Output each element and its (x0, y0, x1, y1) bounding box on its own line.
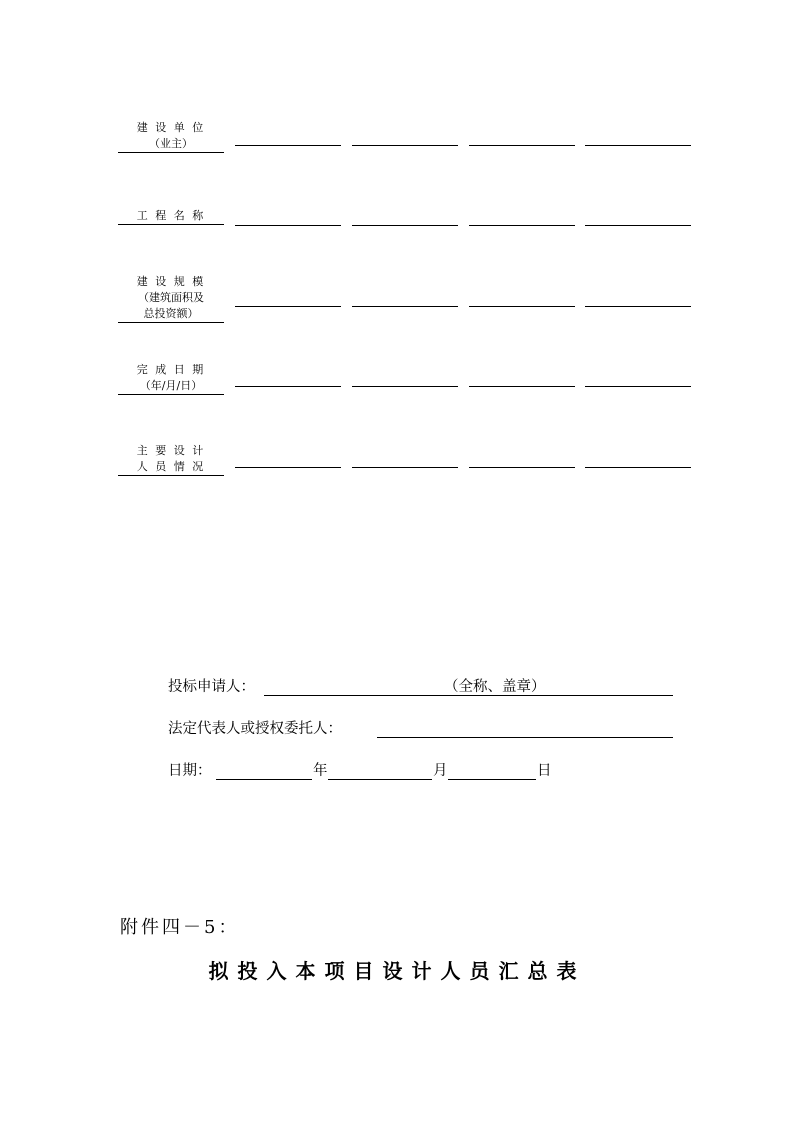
year-label: 年 (313, 763, 328, 779)
blank-field[interactable] (235, 145, 341, 146)
blank-field[interactable] (352, 467, 458, 468)
table-title: 拟投入本项目设计人员汇总表 (208, 959, 586, 983)
blank-field[interactable] (585, 386, 691, 387)
blank-field[interactable] (469, 386, 575, 387)
date-label: 日期： (168, 763, 212, 779)
attachment-label: 附件四－5： (120, 917, 240, 938)
label-key-designers: 主 要 设 计 人 员 情 况 (118, 443, 224, 476)
blank-field[interactable] (235, 386, 341, 387)
blank-field[interactable] (469, 467, 575, 468)
representative-label: 法定代表人或授权委托人： (168, 721, 342, 737)
label-construction-scale: 建 设 规 模 （建筑面积及 总投资额） (118, 274, 224, 323)
blank-field[interactable] (469, 306, 575, 307)
day-field[interactable] (448, 779, 536, 780)
blank-field[interactable] (352, 386, 458, 387)
blank-field[interactable] (585, 467, 691, 468)
day-label: 日 (537, 763, 552, 779)
label-completion-date: 完 成 日 期 （年/月/日） (118, 362, 224, 395)
blank-field[interactable] (469, 145, 575, 146)
month-field[interactable] (328, 779, 432, 780)
blank-field[interactable] (352, 306, 458, 307)
year-field[interactable] (216, 779, 312, 780)
month-label: 月 (433, 763, 448, 779)
blank-field[interactable] (585, 145, 691, 146)
blank-field[interactable] (585, 225, 691, 226)
blank-field[interactable] (352, 225, 458, 226)
blank-field[interactable] (469, 225, 575, 226)
representative-field[interactable] (377, 737, 673, 738)
label-project-name: 工 程 名 称 (118, 208, 224, 225)
blank-field[interactable] (235, 225, 341, 226)
blank-field[interactable] (352, 145, 458, 146)
blank-field[interactable] (585, 306, 691, 307)
applicant-label: 投标申请人： (168, 679, 255, 695)
blank-field[interactable] (235, 306, 341, 307)
label-construction-unit: 建 设 单 位 （业主） (118, 120, 224, 153)
blank-field[interactable] (235, 467, 341, 468)
applicant-note: （全称、盖章） (444, 679, 546, 695)
